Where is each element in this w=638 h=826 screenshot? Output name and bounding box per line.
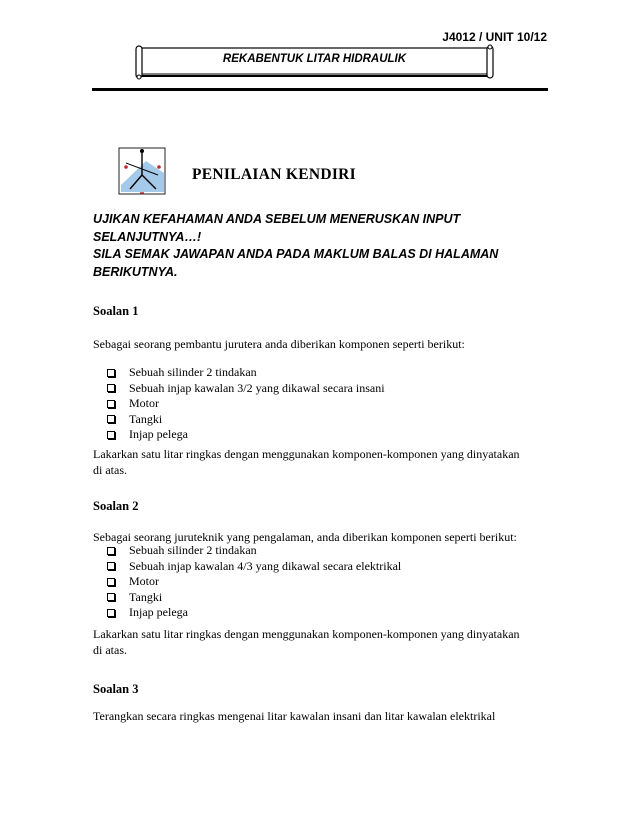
list-item <box>107 365 385 381</box>
header-rule <box>92 88 548 91</box>
checkbox-bullet-icon <box>107 562 115 570</box>
task-line: Lakarkan satu litar ringkas dengan menggunakan komponen-komponen yang dinyatakan <box>93 627 520 641</box>
instruction-line: UJIKAN KEFAHAMAN ANDA SEBELUM MENERUSKAN INPUT <box>93 212 461 226</box>
intro-line: Sebagai seorang juruteknik yang pengalaman, anda diberikan komponen seperti berikut: <box>93 530 517 544</box>
component-text: Sebuah injap kawalan 4/3 yang dikawal secara elektrikal <box>129 558 402 573</box>
intro-line: Terangkan secara ringkas mengenai litar kawalan insani dan litar kawalan elektrikal <box>93 709 496 723</box>
intro-line: Sebagai seorang pembantu jurutera anda diberikan komponen seperti berikut: <box>93 337 465 351</box>
checkbox-bullet-icon <box>107 547 115 555</box>
component-text: Motor <box>129 574 159 588</box>
list-item <box>107 427 385 443</box>
question-1-components <box>107 365 385 443</box>
checkbox-bullet-icon <box>107 578 115 586</box>
checkbox-bullet-icon <box>107 609 115 617</box>
component-text: Injap pelega <box>129 427 188 441</box>
self-assessment-icon <box>116 145 168 197</box>
component-text: Sebuah silinder 2 tindakan <box>129 543 257 557</box>
component-text: Sebuah injap kawalan 3/2 yang dikawal secara insani <box>129 380 385 395</box>
checkbox-bullet-icon <box>107 415 115 423</box>
list-item <box>107 605 401 621</box>
checkbox-bullet-icon <box>107 384 115 392</box>
instructions <box>93 211 553 281</box>
component-text: Tangki <box>129 411 163 426</box>
question-3-label: Soalan 3 <box>93 682 139 696</box>
list-item <box>107 396 385 412</box>
task-line: di atas. <box>93 463 127 477</box>
task-line: Lakarkan satu litar ringkas dengan menggunakan komponen-komponen yang dinyatakan <box>93 447 520 461</box>
checkbox-bullet-icon <box>107 400 115 408</box>
question-2-task <box>93 626 543 658</box>
question-3-intro <box>93 708 543 724</box>
question-1-label: Soalan 1 <box>93 304 139 318</box>
component-text: Injap pelega <box>129 605 188 619</box>
list-item <box>107 381 385 397</box>
component-text: Sebuah silinder 2 tindakan <box>129 365 257 379</box>
list-item <box>107 574 401 590</box>
question-1-task <box>93 446 543 478</box>
banner-title: REKABENTUK LITAR HIDRAULIK <box>222 53 407 65</box>
component-text: Tangki <box>129 589 163 604</box>
checkbox-bullet-icon <box>107 431 115 439</box>
question-1-intro <box>93 336 543 352</box>
list-item <box>107 543 401 559</box>
list-item <box>107 559 401 575</box>
question-2-components <box>107 543 401 621</box>
instruction-line: SILA SEMAK JAWAPAN ANDA PADA MAKLUM BALAS DI HALAMAN <box>93 247 499 261</box>
question-2-label: Soalan 2 <box>93 499 139 513</box>
checkbox-bullet-icon <box>107 593 115 601</box>
checkbox-bullet-icon <box>107 369 115 377</box>
list-item <box>107 412 385 428</box>
unit-code: J4012 / UNIT 10/12 <box>442 30 547 44</box>
instruction-line: SELANJUTNYA…! <box>93 229 202 244</box>
component-text: Motor <box>129 396 159 410</box>
task-line: di atas. <box>93 643 127 657</box>
instruction-line: BERIKUTNYA. <box>93 264 178 279</box>
section-title: PENILAIAN KENDIRI <box>192 166 356 183</box>
list-item <box>107 590 401 606</box>
header-banner <box>133 44 496 80</box>
